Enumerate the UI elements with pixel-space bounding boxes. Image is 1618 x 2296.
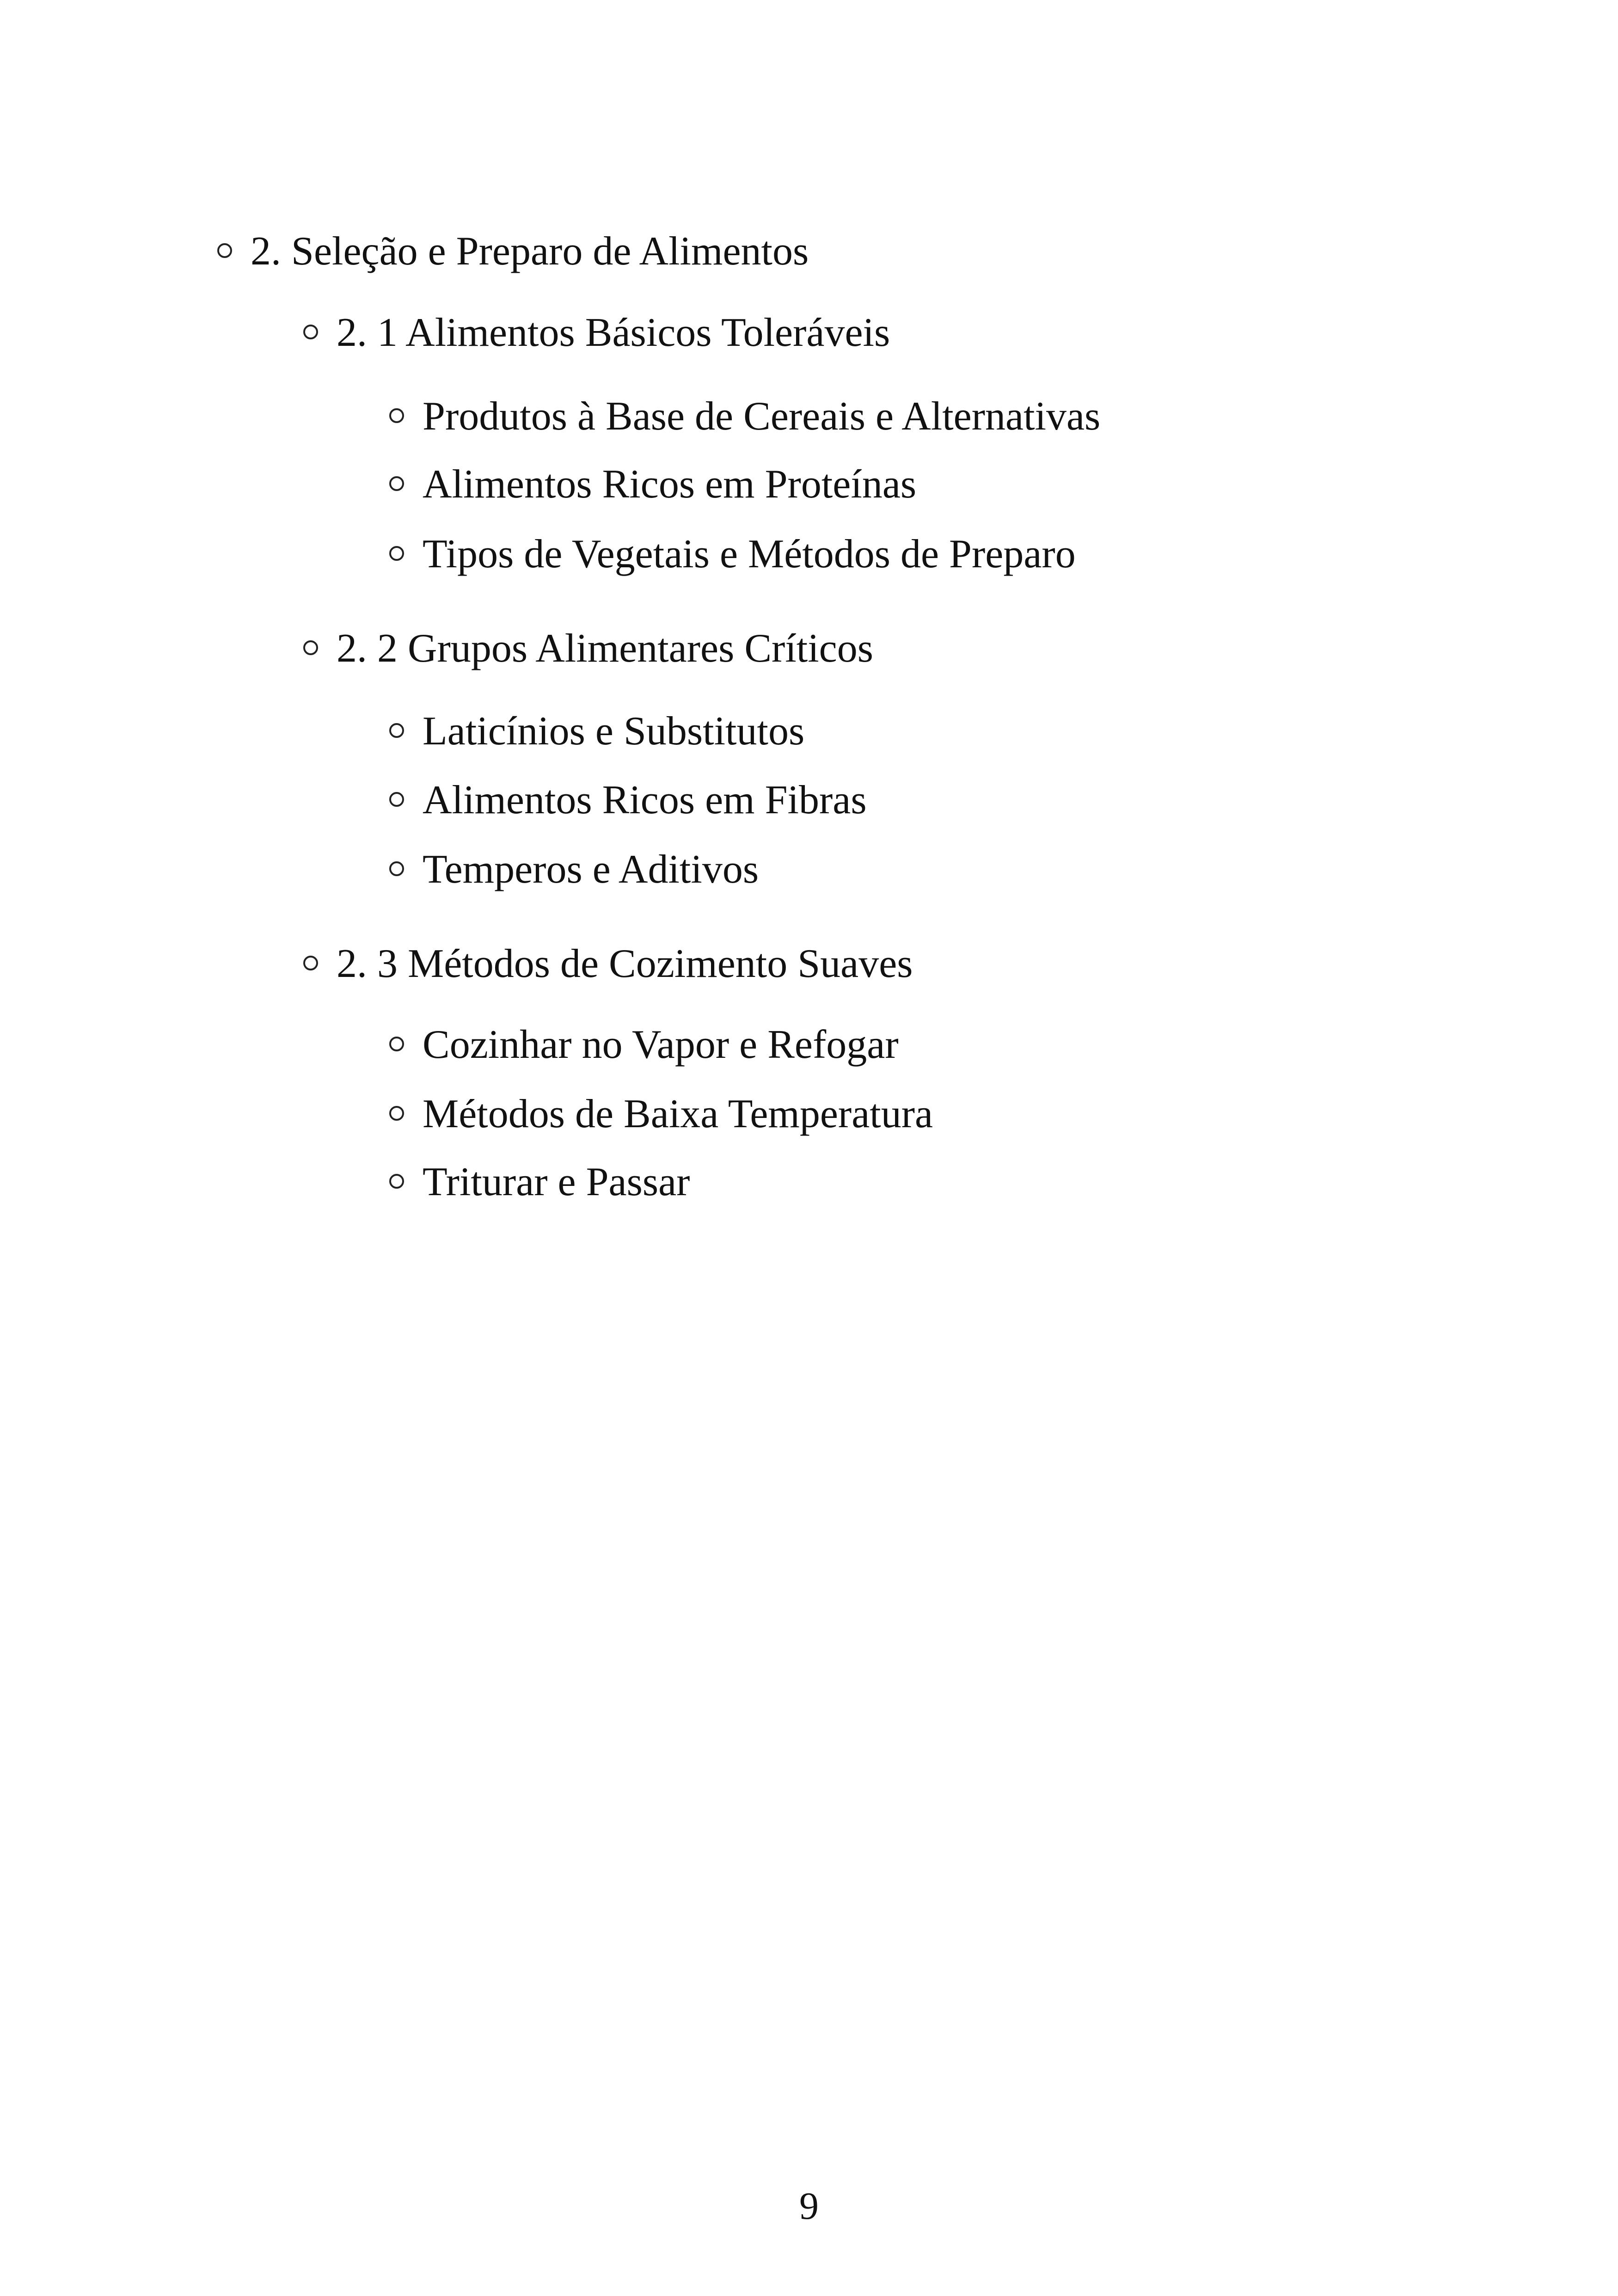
circle-bullet-icon — [389, 792, 404, 807]
page-number: 9 — [799, 2185, 819, 2228]
outline-item-label: Alimentos Ricos em Fibras — [423, 778, 867, 823]
circle-bullet-icon — [303, 956, 318, 970]
circle-bullet-icon — [389, 1037, 404, 1051]
outline-subsection-1 — [303, 310, 890, 355]
outline-item — [389, 780, 867, 821]
circle-bullet-icon — [389, 408, 404, 423]
outline-item-label: Produtos à Base de Cereais e Alternativas — [423, 394, 1101, 439]
outline-item-label: Triturar e Passar — [423, 1160, 690, 1204]
circle-bullet-icon — [303, 640, 318, 655]
outline-subsection-3 — [303, 941, 913, 986]
circle-bullet-icon — [389, 1174, 404, 1189]
outline-item-label: Laticínios e Substitutos — [423, 709, 805, 754]
circle-bullet-icon — [217, 243, 232, 258]
circle-bullet-icon — [389, 723, 404, 738]
subsection-title: 2. 1 Alimentos Básicos Toleráveis — [337, 310, 890, 355]
circle-bullet-icon — [389, 1106, 404, 1121]
outline-item — [389, 1094, 933, 1135]
outline-item — [389, 1162, 690, 1203]
outline-item — [389, 711, 804, 752]
circle-bullet-icon — [389, 546, 404, 561]
outline-item-label: Alimentos Ricos em Proteínas — [423, 462, 917, 507]
circle-bullet-icon — [303, 325, 318, 339]
section-title: 2. Seleção e Preparo de Alimentos — [251, 229, 809, 274]
outline-item — [389, 464, 916, 505]
outline-item — [389, 396, 1100, 437]
outline-item — [389, 849, 759, 890]
outline-item-label: Cozinhar no Vapor e Refogar — [423, 1022, 899, 1067]
circle-bullet-icon — [389, 476, 404, 491]
subsection-title: 2. 3 Métodos de Cozimento Suaves — [337, 941, 913, 986]
outline-item-label: Tipos de Vegetais e Métodos de Preparo — [423, 532, 1076, 577]
outline-item — [389, 1022, 899, 1067]
outline-item — [389, 534, 1076, 575]
outline-section — [217, 231, 809, 272]
outline-item-label: Temperos e Aditivos — [423, 847, 759, 892]
outline-subsection-2 — [303, 628, 873, 669]
circle-bullet-icon — [389, 861, 404, 876]
outline-item-label: Métodos de Baixa Temperatura — [423, 1092, 933, 1136]
subsection-title: 2. 2 Grupos Alimentares Críticos — [337, 626, 873, 671]
